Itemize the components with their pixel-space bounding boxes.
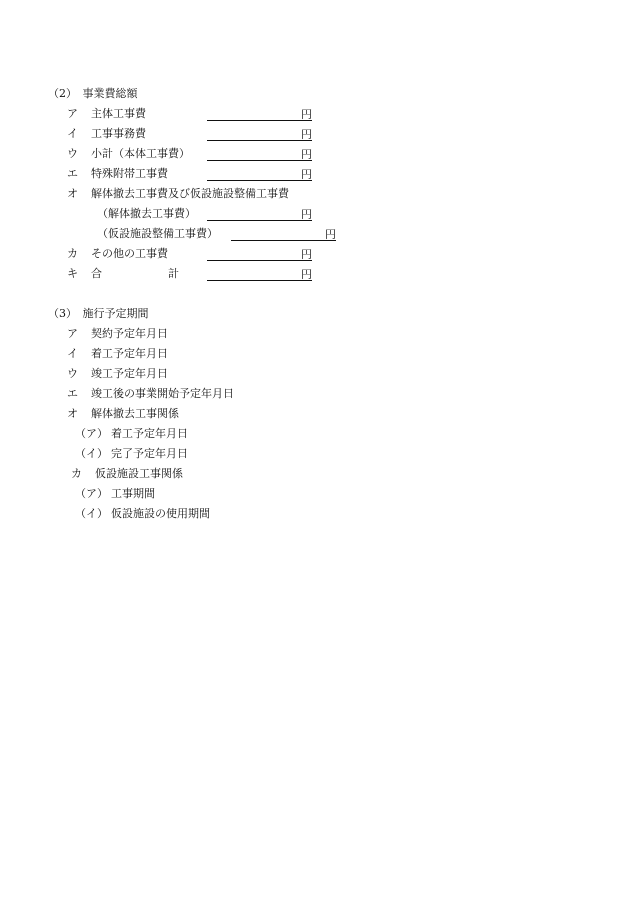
yen-unit: 円: [301, 128, 312, 141]
period-o-sub-i-marker: （イ）: [75, 447, 108, 460]
period-u-label: 竣工予定年月日: [91, 367, 168, 380]
item-a-marker: ア: [67, 107, 78, 120]
item-e-amount-field[interactable]: [207, 168, 312, 181]
item-ki-marker: キ: [67, 267, 78, 280]
period-e-label: 竣工後の事業開始予定年月日: [91, 387, 234, 400]
item-ka-label: その他の工事費: [91, 247, 168, 260]
yen-unit: 円: [301, 268, 312, 281]
section3-heading: （3） 施行予定期間: [48, 307, 149, 320]
item-o-sub2-label: （仮設施設整備工事費）: [97, 227, 218, 240]
period-ka-sub-i-label: 仮設施設の使用期間: [111, 507, 210, 520]
period-ka-marker: カ: [71, 467, 82, 480]
item-a-amount-field[interactable]: [207, 108, 312, 121]
period-o-sub-i-label: 完了予定年月日: [111, 447, 188, 460]
item-ki-amount-field[interactable]: [207, 268, 312, 281]
yen-unit: 円: [301, 208, 312, 221]
item-e-marker: エ: [67, 167, 78, 180]
yen-unit: 円: [301, 168, 312, 181]
period-a-marker: ア: [67, 327, 78, 340]
item-i-marker: イ: [67, 127, 78, 140]
item-ka-amount-field[interactable]: [207, 248, 312, 261]
item-i-label: 工事事務費: [91, 127, 146, 140]
item-a-label: 主体工事費: [91, 107, 146, 120]
period-u-marker: ウ: [67, 367, 78, 380]
period-ka-sub-i-marker: （イ）: [75, 507, 108, 520]
item-o-marker: オ: [67, 187, 78, 200]
yen-unit: 円: [325, 228, 336, 241]
period-i-marker: イ: [67, 347, 78, 360]
period-o-label: 解体撤去工事関係: [91, 407, 179, 420]
item-u-label: 小計（本体工事費）: [91, 147, 190, 160]
period-ka-label: 仮設施設工事関係: [95, 467, 183, 480]
item-u-amount-field[interactable]: [207, 148, 312, 161]
item-o-sub2-amount-field[interactable]: [231, 228, 336, 241]
item-o-sub1-amount-field[interactable]: [207, 208, 312, 221]
item-o-label: 解体撤去工事費及び仮設施設整備工事費: [91, 187, 289, 200]
period-ka-sub-a-marker: （ア）: [75, 487, 108, 500]
period-a-label: 契約予定年月日: [91, 327, 168, 340]
yen-unit: 円: [301, 148, 312, 161]
period-o-marker: オ: [67, 407, 78, 420]
yen-unit: 円: [301, 108, 312, 121]
item-i-amount-field[interactable]: [207, 128, 312, 141]
period-o-sub-a-marker: （ア）: [75, 427, 108, 440]
period-ka-sub-a-label: 工事期間: [111, 487, 155, 500]
item-o-sub1-label: （解体撤去工事費）: [97, 207, 196, 220]
item-e-label: 特殊附帯工事費: [91, 167, 168, 180]
period-i-label: 着工予定年月日: [91, 347, 168, 360]
item-ki-label: 合 計: [91, 267, 179, 280]
item-ka-marker: カ: [67, 247, 78, 260]
period-o-sub-a-label: 着工予定年月日: [111, 427, 188, 440]
section2-heading: （2） 事業費総額: [48, 87, 138, 100]
period-e-marker: エ: [67, 387, 78, 400]
yen-unit: 円: [301, 248, 312, 261]
item-u-marker: ウ: [67, 147, 78, 160]
